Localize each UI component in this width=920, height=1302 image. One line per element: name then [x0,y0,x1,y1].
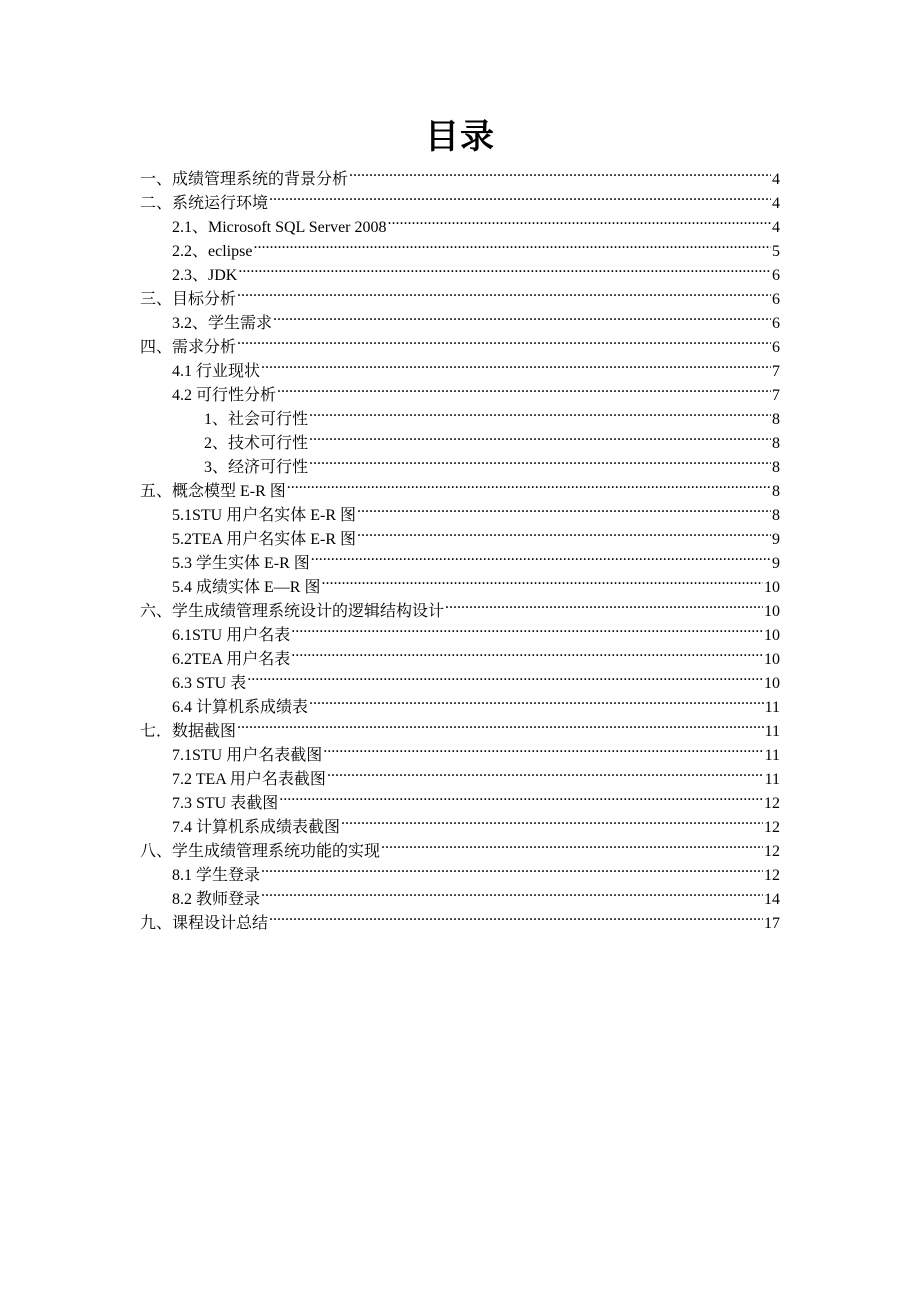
toc-entry-label: 八、学生成绩管理系统功能的实现 [140,843,381,860]
toc-entry-page-number: 9 [772,531,780,548]
toc-entry-label: 2.3、JDK [172,267,238,284]
toc-dot-leader [291,640,763,664]
toc-entry-page-number: 6 [772,339,780,356]
toc-entry-page-number: 4 [772,171,780,188]
toc-entry-page-number: 11 [764,747,780,764]
toc-entry-label: 九、课程设计总结 [140,915,269,932]
toc-entry-label: 7.1STU 用户名表截图 [172,747,323,764]
toc-dot-leader [445,592,763,616]
toc-entry-label: 2.1、Microsoft SQL Server 2008 [172,219,387,236]
toc-entry-label: 一、成绩管理系统的背景分析 [140,171,349,188]
toc-dot-leader [381,832,763,856]
page-title: 目录 [425,117,495,157]
toc-entry-label: 6.2TEA 用户名表 [172,651,291,668]
toc-entry-page-number: 6 [772,267,780,284]
toc-entry-label: 3.2、学生需求 [172,315,273,332]
toc-dot-leader [321,568,763,592]
toc-dot-leader [309,448,771,472]
toc-entry-page-number: 4 [772,195,780,212]
toc-entry-page-number: 8 [772,459,780,476]
toc-dot-leader [309,688,764,712]
toc-dot-leader [237,328,771,352]
toc-entry-page-number: 8 [772,483,780,500]
toc-dot-leader [269,184,771,208]
toc-entry-page-number: 10 [764,579,780,596]
toc-entry[interactable] [140,160,780,188]
toc-dot-leader [237,280,771,304]
toc-dot-leader [311,544,771,568]
toc-entry-label: 二、系统运行环境 [140,195,269,212]
toc-entry-page-number: 11 [764,771,780,788]
toc-dot-leader [349,160,771,184]
toc-entry-page-number: 11 [764,723,780,740]
toc-dot-leader [277,376,771,400]
toc-entry-label: 四、需求分析 [140,339,237,356]
toc-entry-label: 5.2TEA 用户名实体 E-R 图 [172,531,356,548]
toc-entry-label: 3、经济可行性 [204,459,309,476]
toc-entry-page-number: 10 [764,651,780,668]
toc-dot-leader [357,496,771,520]
toc-dot-leader [273,304,771,328]
toc-entry-page-number: 8 [772,507,780,524]
toc-entry-page-number: 17 [764,915,780,932]
toc-entry-label: 5.3 学生实体 E-R 图 [172,555,310,572]
toc-dot-leader [269,904,763,928]
toc-entry-label: 1、社会可行性 [204,411,309,428]
toc-entry-page-number: 12 [764,867,780,884]
toc-dot-leader [309,400,771,424]
toc-entry-label: 6.4 计算机系成绩表 [172,699,309,716]
toc-entry-label: 7.2 TEA 用户名表截图 [172,771,326,788]
toc-dot-leader [279,784,763,808]
toc-entry-page-number: 11 [764,699,780,716]
toc-entry-page-number: 6 [772,315,780,332]
toc-dot-leader [261,352,771,376]
toc-entry-label: 4.2 可行性分析 [172,387,277,404]
toc-entry-label: 6.3 STU 表 [172,675,247,692]
toc-entry-label: 三、目标分析 [140,291,237,308]
toc-entry-page-number: 10 [764,603,780,620]
toc-entry-label: 2.2、eclipse [172,243,253,260]
toc-entry-page-number: 5 [772,243,780,260]
toc-entry-page-number: 10 [764,627,780,644]
toc-dot-leader [237,712,764,736]
toc-entry-page-number: 12 [764,843,780,860]
toc-entry-label: 8.1 学生登录 [172,867,261,884]
toc-entry-page-number: 9 [772,555,780,572]
toc-entry-page-number: 12 [764,819,780,836]
toc-entry-page-number: 8 [772,435,780,452]
toc-entry-page-number: 12 [764,795,780,812]
toc-entry-page-number: 14 [764,891,780,908]
toc-entry-page-number: 8 [772,411,780,428]
toc-entry-page-number: 7 [772,363,780,380]
toc-dot-leader [247,664,763,688]
toc-dot-leader [287,472,771,496]
toc-entry-label: 2、技术可行性 [204,435,309,452]
toc-entry-label: 7.3 STU 表截图 [172,795,279,812]
toc-dot-leader [291,616,763,640]
toc-entry-label: 7.4 计算机系成绩表截图 [172,819,341,836]
toc-dot-leader [238,256,771,280]
toc-entry-label: 七．数据截图 [140,723,237,740]
toc-entry-page-number: 7 [772,387,780,404]
toc-entry-page-number: 6 [772,291,780,308]
toc-entry-label: 8.2 教师登录 [172,891,261,908]
toc-entry-label: 六、学生成绩管理系统设计的逻辑结构设计 [140,603,445,620]
toc-dot-leader [253,232,771,256]
toc-dot-leader [261,856,763,880]
toc-entry-label: 4.1 行业现状 [172,363,261,380]
toc-entry-page-number: 10 [764,675,780,692]
toc-entry-label: 5.1STU 用户名实体 E-R 图 [172,507,357,524]
toc-entry-label: 五、概念模型 E-R 图 [140,483,286,500]
toc-dot-leader [341,808,763,832]
toc-dot-leader [357,520,771,544]
table-of-contents [140,160,780,932]
toc-dot-leader [261,880,763,904]
toc-entry-label: 6.1STU 用户名表 [172,627,291,644]
toc-dot-leader [327,760,764,784]
toc-dot-leader [388,208,772,232]
toc-entry-page-number: 4 [772,219,780,236]
toc-entry-label: 5.4 成绩实体 E—R 图 [172,579,321,596]
toc-dot-leader [323,736,763,760]
toc-dot-leader [309,424,771,448]
